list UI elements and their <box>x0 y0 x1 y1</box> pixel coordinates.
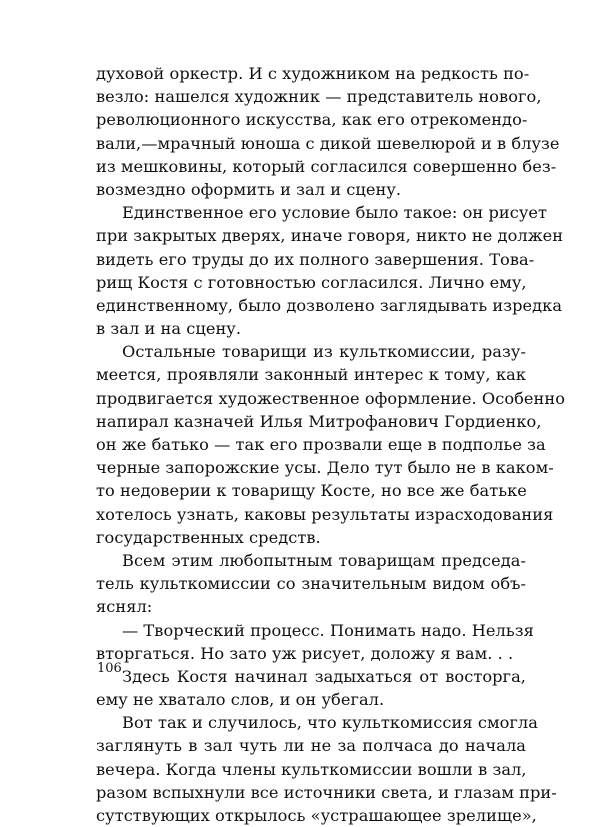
text-line: меется, проявляли законный интерес к тому, как <box>96 365 526 385</box>
text-line: заглянуть в зал чуть ли не за полчаса до начала <box>96 736 526 756</box>
text-line: тель культкомиссии со значительным видом объ- <box>96 574 526 594</box>
text-line: везло: нашелся художник — представитель нового, <box>96 87 542 107</box>
text-line: Всем этим любопытным товарищам председа- <box>122 550 526 570</box>
text-line: вечера. Когда члены культкомиссии вошли в зал, <box>96 759 527 779</box>
page-number: 106 <box>97 661 122 676</box>
text-line: напирал казначей Илья Митрофанович Гордиенко, <box>96 411 542 431</box>
text-line: видеть его труды до их полного завершения. Това- <box>96 249 535 269</box>
text-line: в зал и на сцену. <box>96 319 242 339</box>
text-line: возмездно оформить и зал и сцену. <box>96 179 402 199</box>
text-line: Здесь Костя начинал задыхаться от восторга, <box>122 666 526 686</box>
text-line: рищ Костя с готовностью согласился. Лично ему, <box>96 272 527 292</box>
text-line: то недоверии к товарищу Косте, но все же батьке <box>96 481 527 501</box>
text-line: черные запорожские усы. Дело тут было не в каком- <box>96 458 554 478</box>
text-line: разом вспыхнули все источники света, и глазам при- <box>96 782 557 802</box>
text-line: Единственное его условие было такое: он рисует <box>122 203 548 223</box>
text-line: Остальные товарищи из культкомиссии, разу- <box>122 342 526 362</box>
text-line: вали,—мрачный юноша с дикой шевелюрой и в блузе <box>96 133 560 153</box>
text-line: хотелось узнать, каковы результаты израсходования <box>96 504 554 524</box>
text-line: из мешковины, который согласился совершенно без- <box>96 156 557 176</box>
text-line: единственному, было дозволено заглядывать изредка <box>96 295 563 315</box>
text-line: при закрытых дверях, иначе говоря, никто не должен <box>96 226 564 246</box>
page-text-block <box>96 62 566 827</box>
text-line: продвигается художественное оформление. Особенно <box>96 388 566 408</box>
text-line: ему не хватало слов, и он убегал. <box>96 690 385 710</box>
text-line: Вот так и случилось, что культкомиссия смогла <box>122 713 538 733</box>
text-line: государственных средств. <box>96 527 321 547</box>
text-line: революционного искусства, как его отрекомендо- <box>96 110 528 130</box>
text-line: — Творческий процесс. Понимать надо. Нельзя <box>122 620 534 640</box>
text-line: духовой оркестр. И с художником на редкость по- <box>96 64 530 83</box>
text-line: он же батько — так его прозвали еще в подполье за <box>96 435 546 454</box>
text-line: яснял: <box>96 597 153 617</box>
text-line: вторгаться. Но зато уж рисует, доложу я вам. . . <box>96 643 514 663</box>
text-line: сутствующих открылось «устрашающее зрелище», <box>96 806 537 825</box>
